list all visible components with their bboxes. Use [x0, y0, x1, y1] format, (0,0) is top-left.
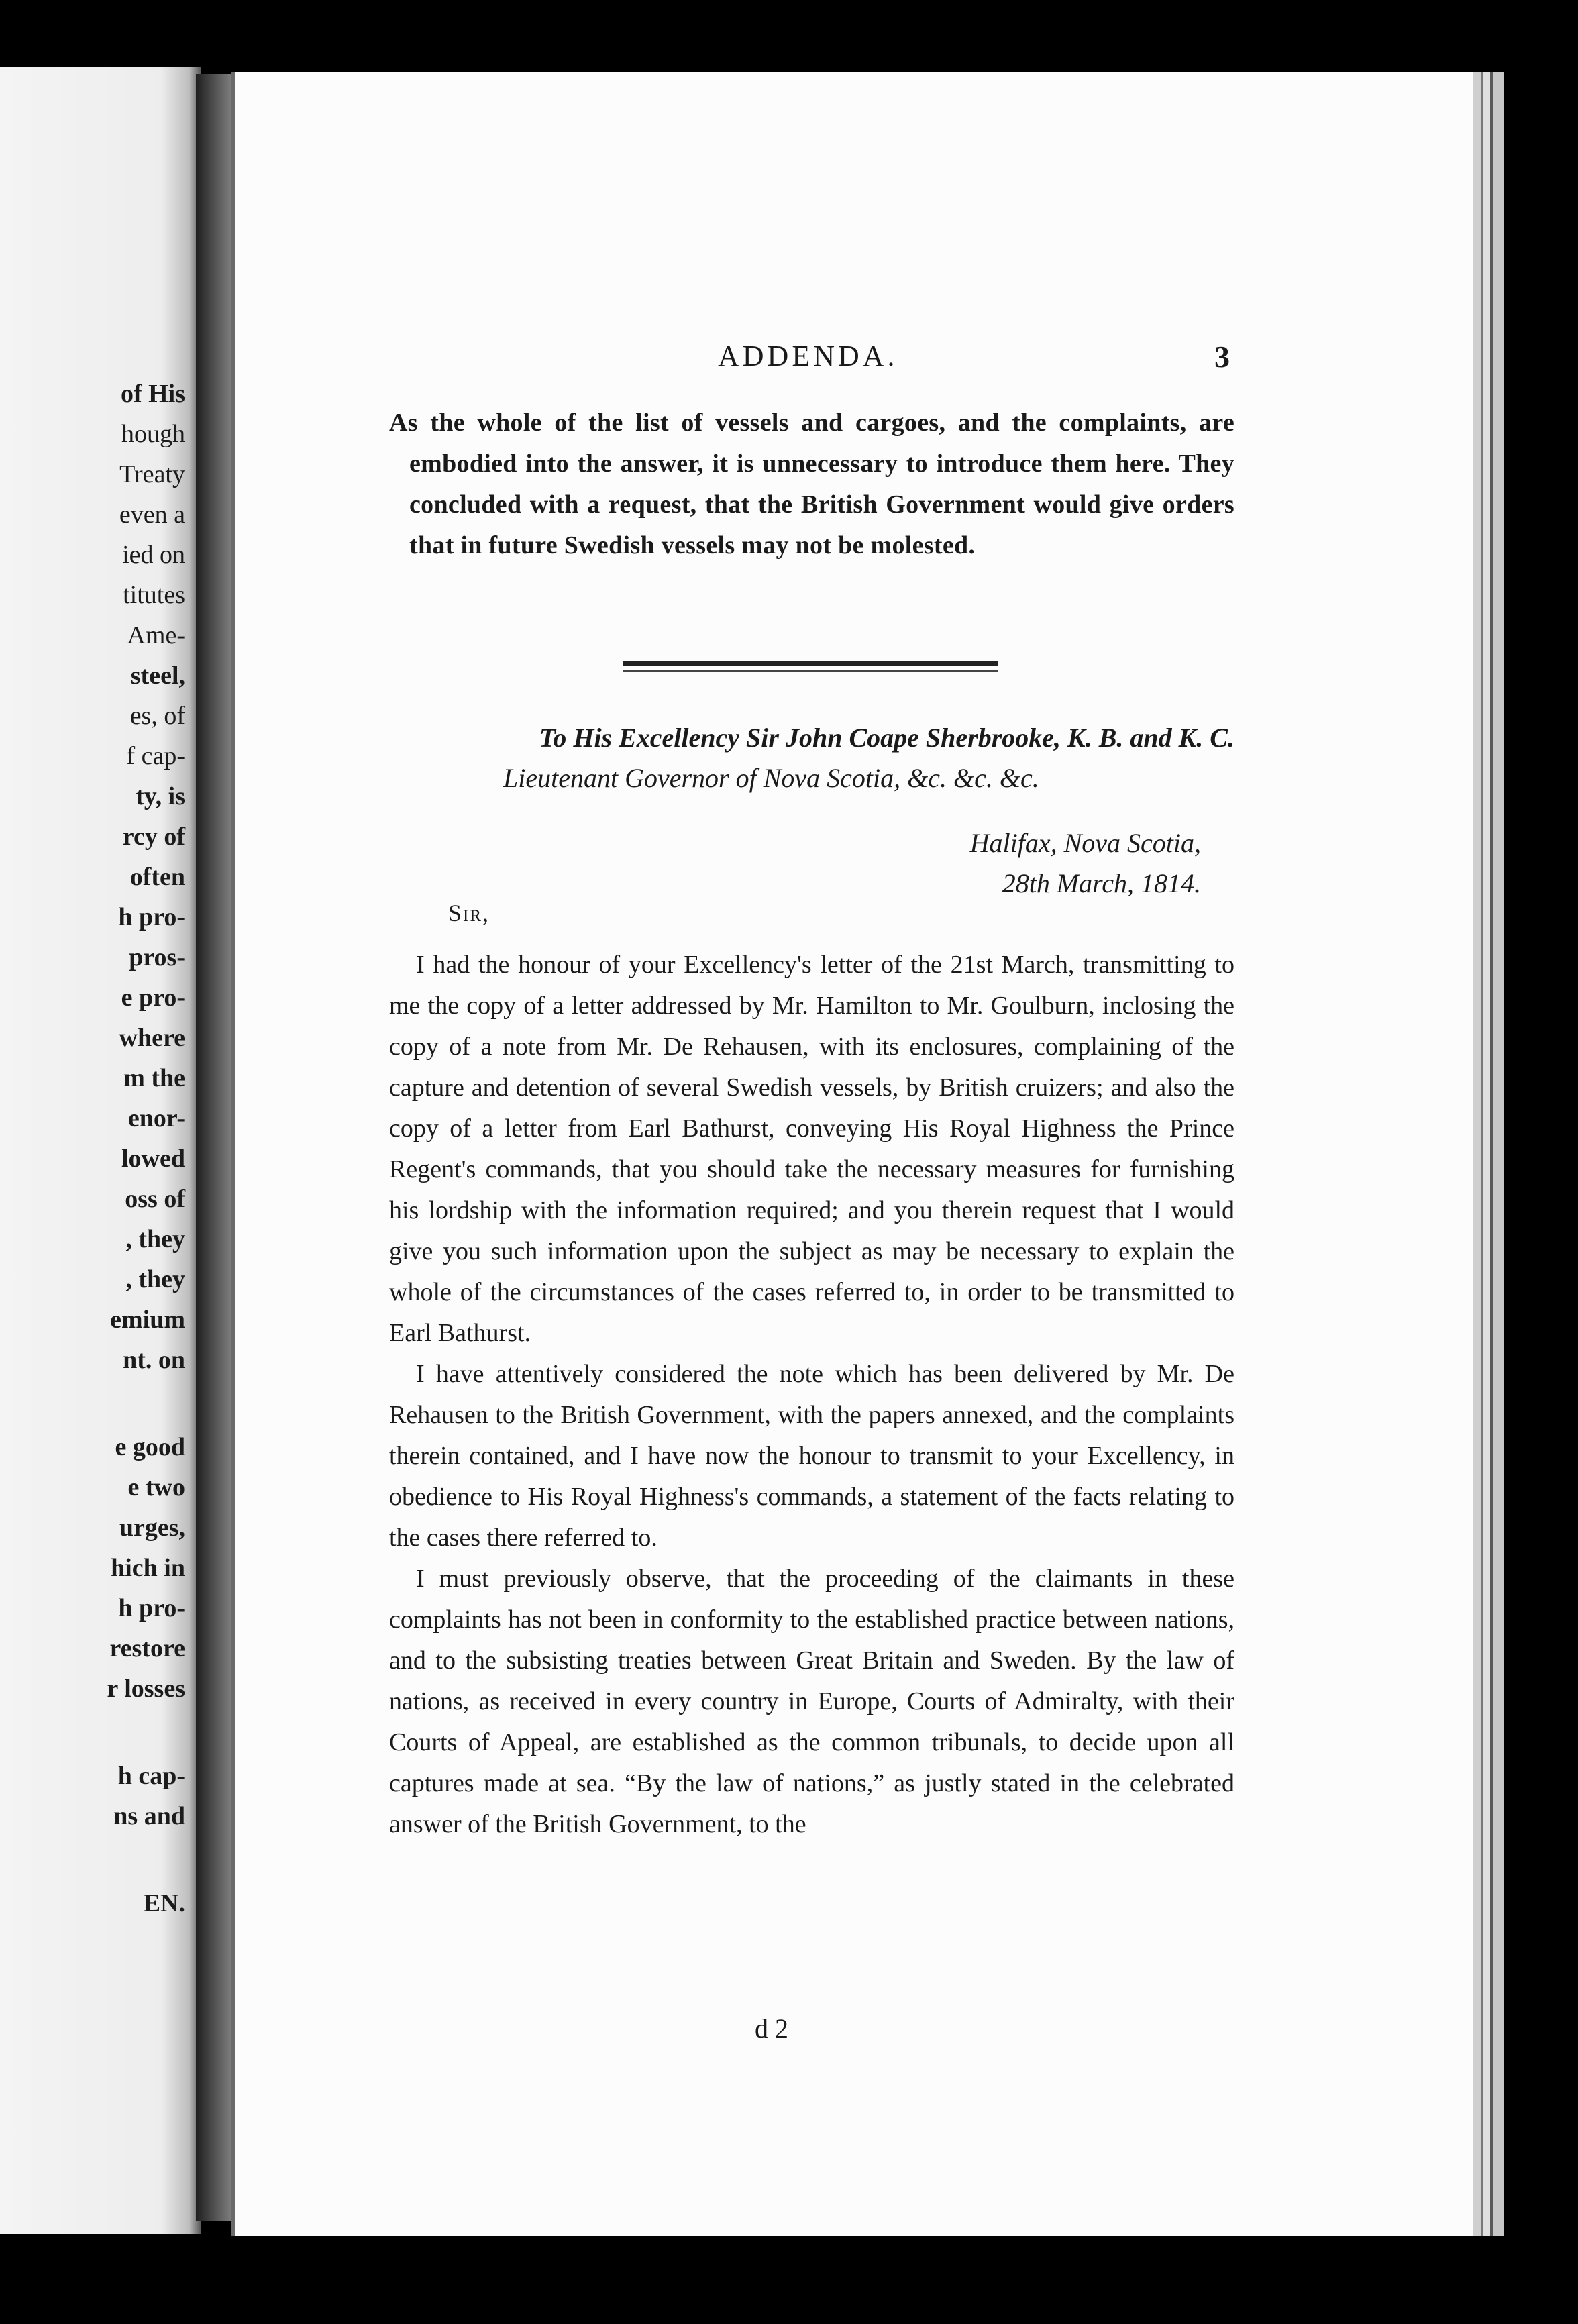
section-divider	[623, 661, 998, 666]
left-page-line: where	[119, 1024, 185, 1052]
left-page-line: nt. on	[123, 1346, 185, 1374]
left-page-line: e two	[127, 1473, 185, 1501]
left-page-line: Treaty	[119, 460, 185, 488]
left-page-line: m the	[123, 1064, 185, 1092]
left-page-line: of His	[120, 380, 185, 408]
left-page-line: urges,	[119, 1514, 185, 1542]
left-page-line: f cap-	[126, 742, 185, 770]
left-page-line: e good	[115, 1433, 185, 1461]
left-page-line: steel,	[130, 662, 185, 690]
left-page-line: , they	[125, 1225, 185, 1253]
left-page-line: restore	[109, 1634, 185, 1662]
left-page-line: ns and	[113, 1802, 185, 1830]
letter-date: 28th March, 1814.	[1002, 868, 1201, 898]
left-page-line: emium	[110, 1306, 185, 1334]
intro-paragraph	[389, 403, 1234, 566]
left-page-line: e pro-	[121, 984, 185, 1012]
left-page-line: ty, is	[136, 782, 185, 810]
book-gutter	[196, 74, 236, 2221]
page-edge	[1493, 72, 1504, 2236]
left-page-line: oss of	[125, 1185, 185, 1213]
signature-mark: d 2	[755, 2013, 788, 2044]
left-page-line: often	[129, 863, 185, 891]
left-page-line: rcy of	[122, 823, 185, 851]
left-page-line: hich in	[111, 1554, 185, 1582]
page-edge	[1483, 72, 1490, 2236]
left-page-line: , they	[125, 1265, 185, 1293]
left-page-line: h pro-	[118, 903, 185, 931]
address-line-2: Lieutenant Governor of Nova Scotia, &c. &c. &c.	[503, 763, 1039, 793]
body-paragraph: I must previously observe, that the proceeding of the claimants in these complaints has not been in conformity to the established practice between nations, and to the subsisting treaties between Great Britain and Sweden. By the law of nations, as received in every country in Europe, Courts of Admiralty, with their Courts of Appeal, are established as the common tribunals, to decide upon all captures made at sea. “By the law of nations,” as justly stated in the celebrated answer of the British Government, to the	[389, 1565, 1234, 1838]
left-page-line: h pro-	[118, 1594, 185, 1622]
left-page-line: es, of	[129, 702, 185, 730]
previous-page	[0, 67, 201, 2234]
page-number: 3	[1214, 339, 1230, 374]
letter-body	[389, 945, 1234, 1845]
letter-place: Halifax, Nova Scotia,	[969, 828, 1201, 858]
body-paragraph: I have attentively considered the note which has been delivered by Mr. De Rehausen to the British Government, with the papers annexed, and the complaints therein contained, and I have now the honour to transmit to your Excellency, in obedience to His Royal Highness's commands, a statement of the facts relating to the cases there referred to.	[389, 1360, 1234, 1552]
left-page-line: even a	[119, 500, 185, 529]
left-page-line: hough	[121, 420, 185, 448]
intro-text: As the whole of the list of vessels and cargoes, and the complaints, are embodied into the answer, it is unnecessary to introduce them here. They concluded with a request, that the British Government would give orders that in future Swedish vessels may not be molested.	[389, 409, 1234, 560]
left-page-line: enor-	[127, 1104, 185, 1132]
salutation: Sir,	[448, 900, 490, 927]
body-paragraph: I had the honour of your Excellency's letter of the 21st March, transmitting to me the copy of a letter addressed by Mr. Hamilton to Mr. Goulburn, inclosing the copy of a note from Mr. De Rehausen, with its enclosures, complaining of the capture and detention of several Swedish vessels, by British cruizers; and also the copy of a letter from Earl Bathurst, conveying His Royal Highness the Prince Regent's commands, that you should take the necessary measures for furnishing his lordship with the information required; and you therein request that I would give you such information upon the subject as may be necessary to explain the whole of the circumstances of the cases referred to, in order to be transmitted to Earl Bathurst.	[389, 951, 1234, 1347]
section-divider-thin	[623, 670, 998, 672]
running-head: ADDENDA.	[718, 339, 898, 372]
left-page-line: EN.	[143, 1889, 185, 1917]
page-edge	[1473, 72, 1481, 2236]
left-page-line: ied on	[122, 541, 185, 569]
left-page-line: Ame-	[127, 621, 185, 649]
left-page-line: titutes	[123, 581, 185, 609]
left-page-line: pros-	[129, 943, 185, 971]
left-page-line: lowed	[121, 1145, 185, 1173]
left-page-line: r losses	[107, 1675, 185, 1703]
left-page-line: h cap-	[117, 1762, 185, 1790]
address-line-1: To His Excellency Sir John Coape Sherbrooke, K. B. and K. C.	[539, 723, 1234, 753]
